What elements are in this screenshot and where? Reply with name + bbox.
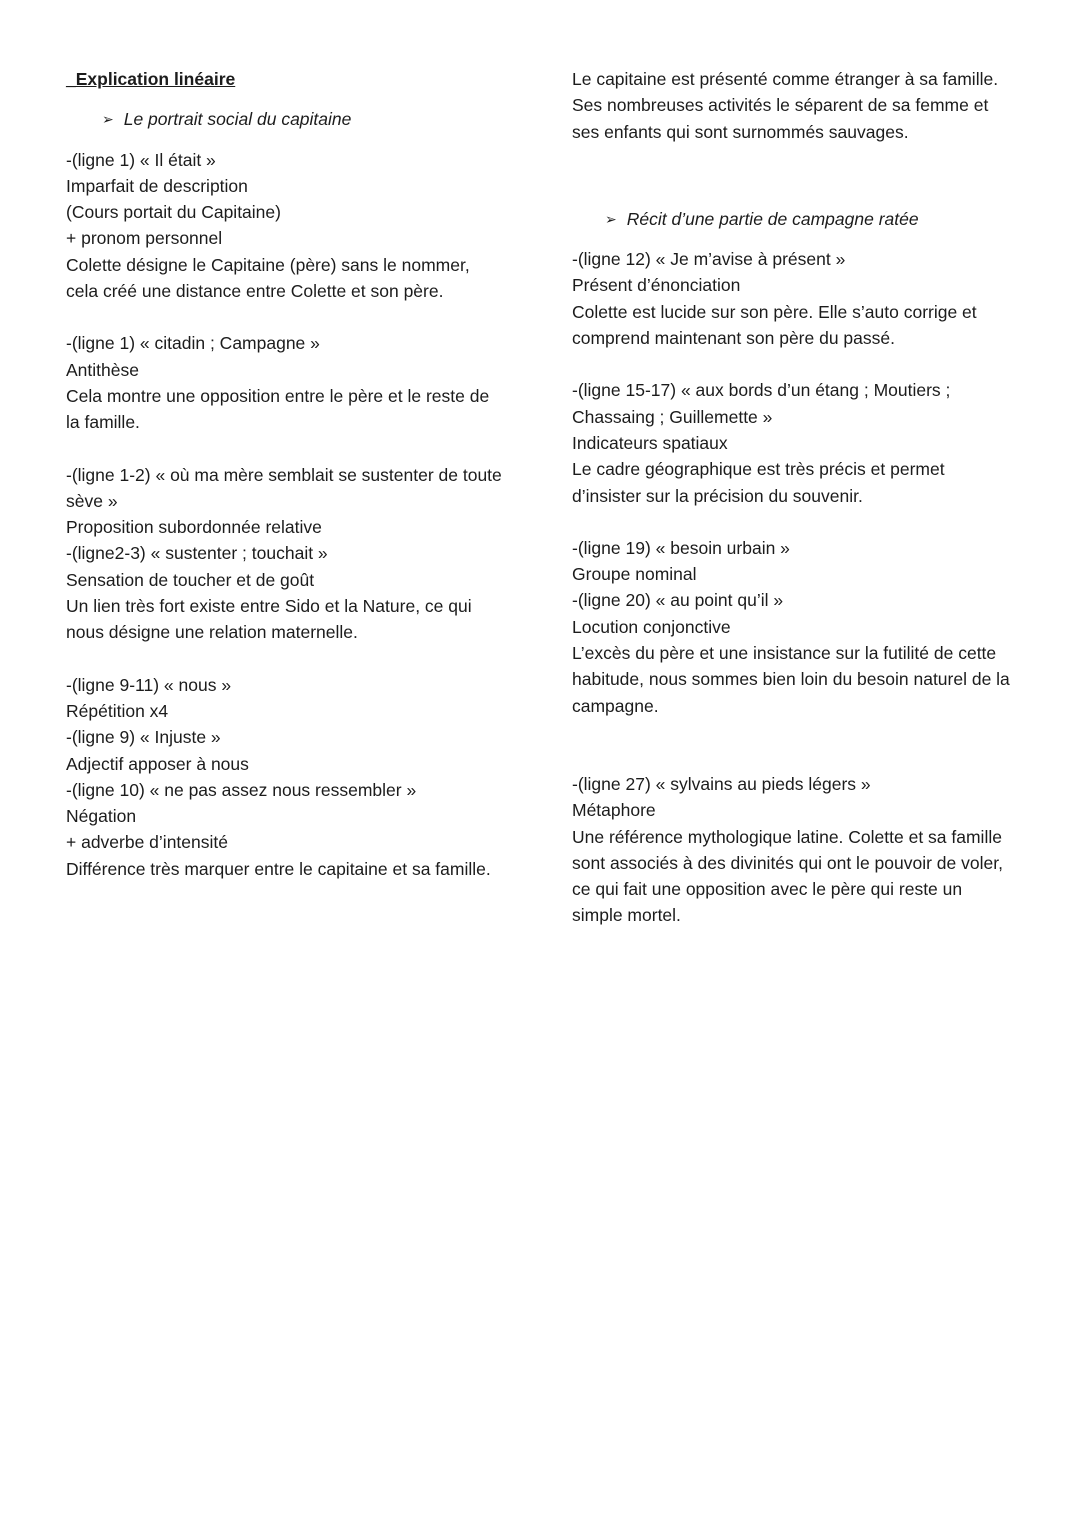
arrow-bullet-icon: ➢	[102, 111, 114, 128]
interpretation-text: Différence très marquer entre le capitaine et sa famille.	[66, 858, 491, 879]
note-line: + pronom personnel	[66, 228, 223, 249]
section-heading-text: Récit d’une partie de campagne ratée	[626, 208, 919, 229]
figure-label: Métaphore	[572, 800, 656, 821]
analysis-block	[572, 771, 1017, 929]
analysis-block	[572, 377, 1017, 508]
right-column	[572, 66, 1017, 955]
figure-label: Indicateurs spatiaux	[572, 432, 728, 453]
figure-label: Négation	[66, 806, 137, 827]
left-column	[66, 66, 506, 908]
figure-label: Présent d’énonciation	[572, 275, 741, 296]
quote-line: -(ligne 9-11) « nous »	[66, 674, 232, 695]
quote-line: -(ligne 19) « besoin urbain »	[572, 537, 790, 558]
analysis-block	[572, 246, 1017, 351]
quote-line: -(ligne 10) « ne pas assez nous ressembler »	[66, 779, 417, 800]
quote-line: -(ligne2-3) « sustenter ; touchait »	[66, 543, 328, 564]
figure-label: Imparfait de description	[66, 175, 248, 196]
analysis-block	[572, 535, 1017, 719]
figure-label: Locution conjonctive	[572, 616, 731, 637]
figure-label: Proposition subordonnée relative	[66, 517, 322, 538]
quote-line: -(ligne 27) « sylvains au pieds légers »	[572, 773, 871, 794]
quote-line: -(ligne 1) « citadin ; Campagne »	[66, 333, 320, 354]
figure-label: Répétition x4	[66, 700, 169, 721]
quote-line: -(ligne 20) « au point qu’il »	[572, 590, 784, 611]
quote-line: -(ligne 15-17) « aux bords d’un étang ; Moutiers ; Chassaing ; Guillemette »	[572, 380, 951, 427]
figure-label: Adjectif apposer à nous	[66, 753, 249, 774]
arrow-bullet-icon: ➢	[605, 210, 617, 227]
interpretation-text: Colette désigne le Capitaine (père) sans le nommer, cela créé une distance entre Colette et son père.	[66, 254, 470, 302]
quote-line: -(ligne 1-2) « où ma mère semblait se sustenter de toute sève »	[66, 464, 502, 511]
section-heading-text: Le portrait social du capitaine	[123, 109, 352, 130]
figure-label: Sensation de toucher et de goût	[66, 569, 315, 590]
document-title: _Explication linéaire	[66, 69, 236, 89]
note-line: (Cours portait du Capitaine)	[66, 202, 281, 223]
figure-label: Groupe nominal	[572, 564, 697, 585]
interpretation-text: Le cadre géographique est très précis et permet d’insister sur la précision du souvenir.	[572, 459, 945, 506]
section-heading-portrait	[66, 106, 506, 132]
quote-line: -(ligne 12) « Je m’avise à présent »	[572, 249, 846, 270]
interpretation-text: Un lien très fort existe entre Sido et la Nature, ce qui nous désigne une relation maternelle.	[66, 596, 472, 643]
interpretation-text: L’excès du père et une insistance sur la futilité de cette habitude, nous sommes bien loin du besoin naturel de la campagne.	[572, 643, 1010, 716]
interpretation-text: Colette est lucide sur son père. Elle s’auto corrige et comprend maintenant son père du passé.	[572, 301, 977, 349]
analysis-block	[66, 330, 506, 435]
analysis-block	[66, 147, 506, 305]
analysis-block	[66, 672, 506, 882]
quote-line: -(ligne 1) « Il était »	[66, 149, 216, 170]
analysis-block	[66, 462, 506, 646]
figure-label: Antithèse	[66, 359, 139, 380]
note-line: + adverbe d’intensité	[66, 832, 228, 853]
section-heading-recit	[572, 206, 1017, 232]
interpretation-text: Cela montre une opposition entre le père et le reste de la famille.	[66, 385, 490, 433]
quote-line: -(ligne 9) « Injuste »	[66, 727, 221, 748]
interpretation-text: Une référence mythologique latine. Colette et sa famille sont associés à des divinités qui ont le pouvoir de voler, ce qui fait une opposition avec le père qui reste un simple mortel.	[572, 826, 1003, 926]
conclusion-paragraph: Le capitaine est présenté comme étranger à sa famille. Ses nombreuses activités le séparent de sa femme et ses enfants qui sont surnommés sauvages.	[572, 69, 999, 142]
